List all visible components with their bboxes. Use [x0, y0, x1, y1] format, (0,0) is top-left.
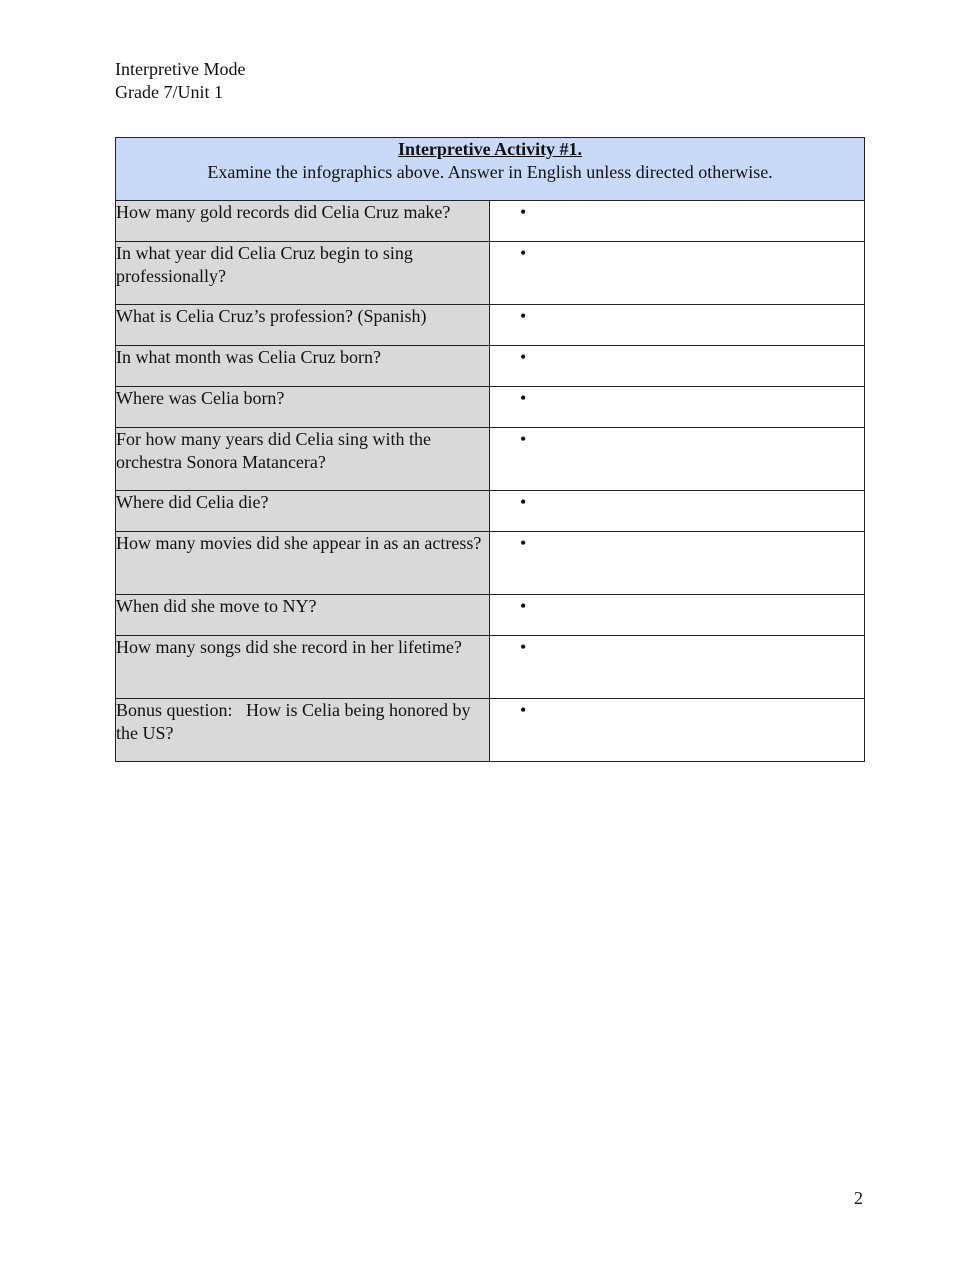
question-cell: How many movies did she appear in as an actress? — [116, 532, 490, 595]
table-row — [116, 305, 865, 346]
bullet-point: • — [520, 429, 527, 449]
activity-title-row — [116, 138, 865, 201]
bullet-point: • — [520, 492, 527, 512]
header-mode: Interpretive Mode — [115, 59, 246, 79]
question-cell: When did she move to NY? — [116, 595, 490, 636]
answer-cell[interactable] — [490, 346, 865, 387]
answer-cell[interactable] — [490, 242, 865, 305]
activity-title-cell — [116, 138, 865, 201]
bullet-point: • — [520, 306, 527, 326]
question-cell: What is Celia Cruz’s profession? (Spanish) — [116, 305, 490, 346]
table-row — [116, 242, 865, 305]
page-number: 2 — [854, 1188, 863, 1208]
bullet-point: • — [520, 388, 527, 408]
activity-table — [115, 137, 865, 762]
answer-cell[interactable] — [490, 305, 865, 346]
answer-cell[interactable] — [490, 201, 865, 242]
answer-cell[interactable] — [490, 532, 865, 595]
answer-cell[interactable] — [490, 428, 865, 491]
table-row — [116, 428, 865, 491]
table-row — [116, 532, 865, 595]
activity-title: Interpretive Activity #1. — [397, 139, 583, 159]
answer-cell[interactable] — [490, 595, 865, 636]
question-cell: In what month was Celia Cruz born? — [116, 346, 490, 387]
answer-cell[interactable] — [490, 387, 865, 428]
answer-cell[interactable] — [490, 699, 865, 762]
question-cell: For how many years did Celia sing with the orchestra Sonora Matancera? — [116, 428, 490, 491]
question-cell: In what year did Celia Cruz begin to sing professionally? — [116, 242, 490, 305]
table-row — [116, 201, 865, 242]
answer-cell[interactable] — [490, 636, 865, 699]
table-row — [116, 387, 865, 428]
question-cell: How many songs did she record in her lifetime? — [116, 636, 490, 699]
table-row — [116, 699, 865, 762]
bullet-point: • — [520, 243, 527, 263]
table-row — [116, 491, 865, 532]
bullet-point: • — [520, 202, 527, 222]
bullet-point: • — [520, 596, 527, 616]
activity-instructions: Examine the infographics above. Answer in English unless directed otherwise. — [207, 162, 773, 182]
table-row — [116, 346, 865, 387]
document-header — [115, 58, 245, 104]
bullet-point: • — [520, 637, 527, 657]
question-cell: How many gold records did Celia Cruz make? — [116, 201, 490, 242]
question-cell: Bonus question: How is Celia being honored by the US? — [116, 699, 490, 762]
header-grade-unit: Grade 7/Unit 1 — [115, 82, 223, 102]
table-row — [116, 595, 865, 636]
question-cell: Where was Celia born? — [116, 387, 490, 428]
question-cell: Where did Celia die? — [116, 491, 490, 532]
bullet-point: • — [520, 533, 527, 553]
bullet-point: • — [520, 347, 527, 367]
table-row — [116, 636, 865, 699]
answer-cell[interactable] — [490, 491, 865, 532]
bullet-point: • — [520, 700, 527, 720]
